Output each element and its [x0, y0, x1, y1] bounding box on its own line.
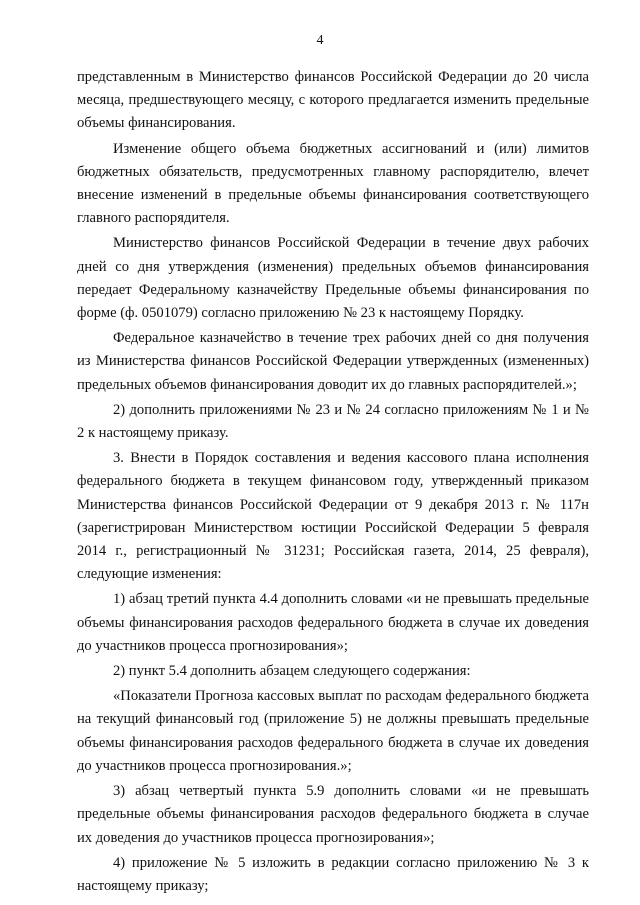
- paragraph-change-of-appropriations: Изменение общего объема бюджетных ассигнований и (или) лимитов бюджетных обязательств, предусмотренных главному распорядителю, влечет внесение изменений в предельные объемы финансирования соответствующего главного распорядителя.: [77, 140, 589, 227]
- paragraph-continuation: представленным в Министерство финансов Российской Федерации до 20 числа месяца, предшествующего месяцу, с которого предлагается изменить предельные объемы финансирования.: [77, 69, 589, 132]
- page-number: 4: [316, 33, 324, 48]
- paragraph-ministry-transfers-limits: Министерство финансов Российской Федерации в течение двух рабочих дней со дня утверждения (изменения) предельных объемов финансирования передает Федеральному казначейству Предельные объемы финансирования по форме (ф. 0501079) согласно приложению № 23 к настоящему Порядку.: [77, 235, 589, 322]
- paragraph-subitem-2: 2) пункт 5.4 дополнить абзацем следующего содержания:: [113, 663, 471, 680]
- paragraph-subitem-4: 4) приложение № 5 изложить в редакции согласно приложению № 3 к настоящему приказу;: [77, 854, 589, 894]
- paragraph-item-2-appendices: 2) дополнить приложениями № 23 и № 24 согласно приложениям № 1 и № 2 к настоящему приказу.: [77, 401, 589, 442]
- paragraph-quoted-forecast: «Показатели Прогноза кассовых выплат по расходам федерального бюджета на текущий финансовый год (приложение 5) не должны превышать предельные объемы финансирования расходов федерального бюджета в случае их доведения до участников процесса прогнозирования.»;: [77, 688, 589, 774]
- paragraph-treasury-communicates: Федеральное казначейство в течение трех рабочих дней со дня получения из Министерства финансов Российской Федерации утвержденных (измененных) предельных объемов финансирования доводит их до главных распорядителей.»;: [77, 330, 589, 393]
- paragraph-subitem-3: 3) абзац четвертый пункта 5.9 дополнить словами «и не превышать предельные объемы финансирования расходов федерального бюджета в случае их доведения до участников процесса прогнозирования»;: [77, 783, 589, 846]
- document-body: [77, 66, 589, 900]
- paragraph-subitem-1: 1) абзац третий пункта 4.4 дополнить словами «и не превышать предельные объемы финансирования расходов федерального бюджета в случае их доведения до участников процесса прогнозирования»;: [77, 591, 589, 654]
- paragraph-item-3-cash-plan: 3. Внести в Порядок составления и ведения кассового плана исполнения федерального бюджета в текущем финансовом году, утвержденный приказом Министерства финансов Российской Федерации от 9 декабря 2013 г. № 117н (зарегистрирован Министерством юстиции Российской Федерации 5 февраля 2014 г., регистрационный № 31231; Российская газета, 2014, 25 февраля), следующие изменения:: [77, 450, 589, 583]
